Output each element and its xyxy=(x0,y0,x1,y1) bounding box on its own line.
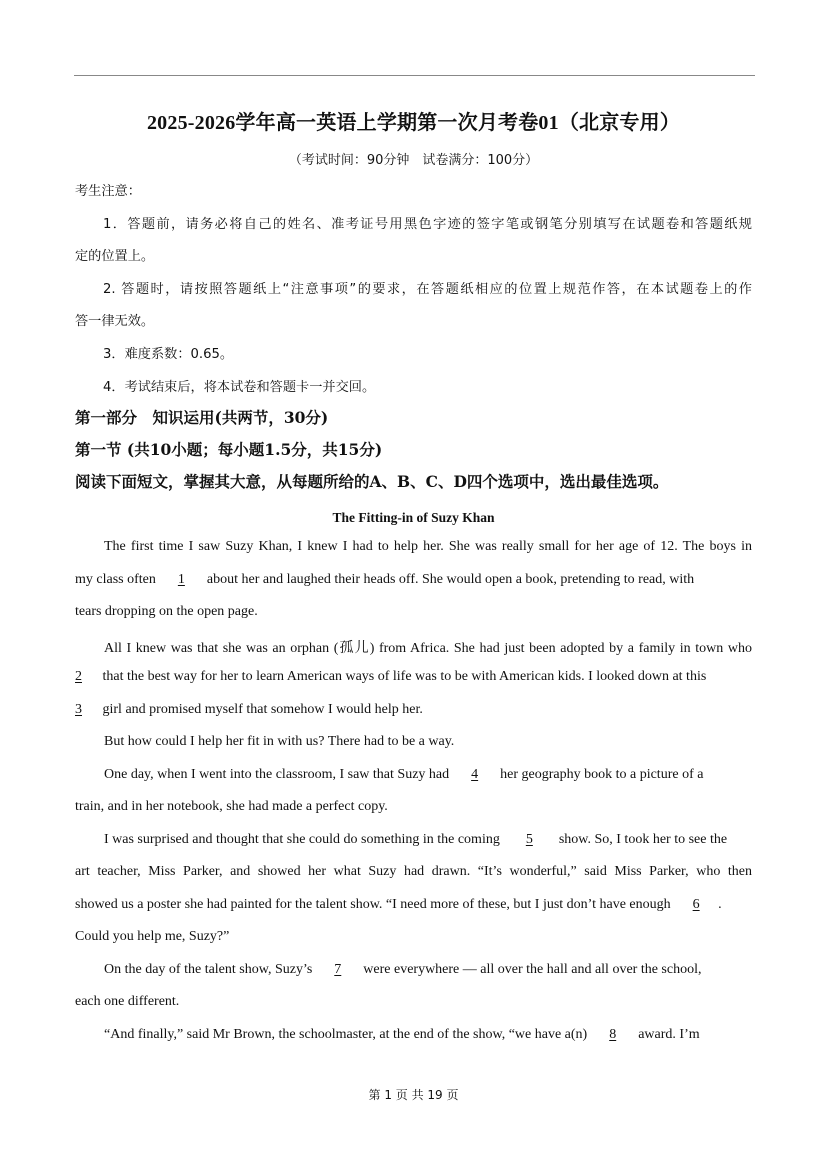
passage-line-13: Could you help me, Suzy?” xyxy=(75,929,230,944)
part-heading: 第一部分 知识运用(共两节，30分) xyxy=(75,408,329,427)
passage-line-8 xyxy=(104,767,703,783)
passage-text: One day, when I went into the classroom, I saw that Suzy had xyxy=(104,767,450,782)
blank-1: 1 xyxy=(177,572,185,587)
passage-line-9: train, and in her notebook, she had made a perfect copy. xyxy=(75,799,388,814)
passage-text: her geography book to a picture of a xyxy=(500,767,704,782)
blank-6: 6 xyxy=(692,897,700,912)
passage-text: On the day of the talent show, Suzy’s xyxy=(104,962,313,977)
passage-text: show. So, I took her to see the xyxy=(558,832,728,847)
blank-3: 3 xyxy=(75,702,82,717)
blank-2: 2 xyxy=(75,669,82,684)
exam-info: （考试时间：90分钟 试卷满分：100分） xyxy=(288,153,539,168)
passage-line-6 xyxy=(75,702,423,718)
passage-text: about her and laughed their heads off. She would open a book, pretending to read, with xyxy=(206,572,695,587)
notice-item-2-line-2: 答一律无效。 xyxy=(75,314,155,329)
passage-line-10 xyxy=(104,832,727,848)
passage-line-15: each one different. xyxy=(75,994,180,1009)
notice-item-3: 3．难度系数：0.65。 xyxy=(103,347,234,362)
notice-item-2-line-1: 2. 答题时，请按照答题纸上“注意事项”的要求，在答题纸相应的位置上规范作答，在本试题卷上的作 xyxy=(103,282,752,297)
blank-4: 4 xyxy=(471,767,479,782)
passage-line-16 xyxy=(104,1027,700,1043)
passage-line-5 xyxy=(75,669,706,685)
passage-line-4: All I knew was that she was an orphan (孤儿) from Africa. She had just been adopted by a family in town who xyxy=(104,641,752,656)
section-heading: 第一节 (共10小题；每小题1.5分，共15分) xyxy=(75,440,383,459)
notice-item-1-line-1: 1．答题前，请务必将自己的姓名、准考证号用黑色字迹的签字笔或钢笔分别填写在试题卷和答题纸规 xyxy=(103,217,752,232)
notice-item-1-line-2: 定的位置上。 xyxy=(75,249,155,264)
page-number: 第 1 页 共 19 页 xyxy=(368,1088,459,1102)
passage-text: my class often xyxy=(75,572,156,587)
blank-5: 5 xyxy=(525,832,533,847)
passage-line-11: art teacher, Miss Parker, and showed her what Suzy had drawn. “It’s wonderful,” said Miss Parker, who then xyxy=(75,864,752,879)
header-rule xyxy=(74,75,755,76)
passage-text: award. I’m xyxy=(638,1027,700,1042)
notice-item-4: 4．考试结束后，将本试卷和答题卡一并交回。 xyxy=(103,380,376,395)
passage-text: “And finally,” said Mr Brown, the schoolmaster, at the end of the show, “we have a(n) xyxy=(104,1027,588,1042)
passage-title: The Fitting-in of Suzy Khan xyxy=(332,510,495,525)
page-title: 2025-2026学年高一英语上学期第一次月考卷01（北京专用） xyxy=(146,112,681,134)
notice-heading: 考生注意： xyxy=(75,184,141,199)
passage-text: I was surprised and thought that she could do something in the coming xyxy=(104,832,500,847)
passage-line-14 xyxy=(104,962,701,978)
blank-7: 7 xyxy=(334,962,342,977)
passage-text: that the best way for her to learn American ways of life was to be with American kids. I looked down at this xyxy=(102,669,707,684)
passage-line-1: The first time I saw Suzy Khan, I knew I had to help her. She was really small for her age of 12. The boys in xyxy=(104,539,752,554)
passage-line-12 xyxy=(75,897,722,913)
passage-line-3: tears dropping on the open page. xyxy=(75,604,258,619)
passage-line-7: But how could I help her fit in with us? There had to be a way. xyxy=(104,734,455,749)
passage-text: girl and promised myself that somehow I would help her. xyxy=(102,702,423,717)
blank-8: 8 xyxy=(609,1027,617,1042)
passage-text: showed us a poster she had painted for the talent show. “I need more of these, but I just don’t have enough xyxy=(75,897,671,912)
passage-text: were everywhere — all over the hall and all over the school, xyxy=(363,962,702,977)
passage-line-2 xyxy=(75,572,694,588)
passage-text: . xyxy=(718,897,722,912)
instruction: 阅读下面短文，掌握其大意，从每题所给的A、B、C、D四个选项中，选出最佳选项。 xyxy=(75,472,669,491)
